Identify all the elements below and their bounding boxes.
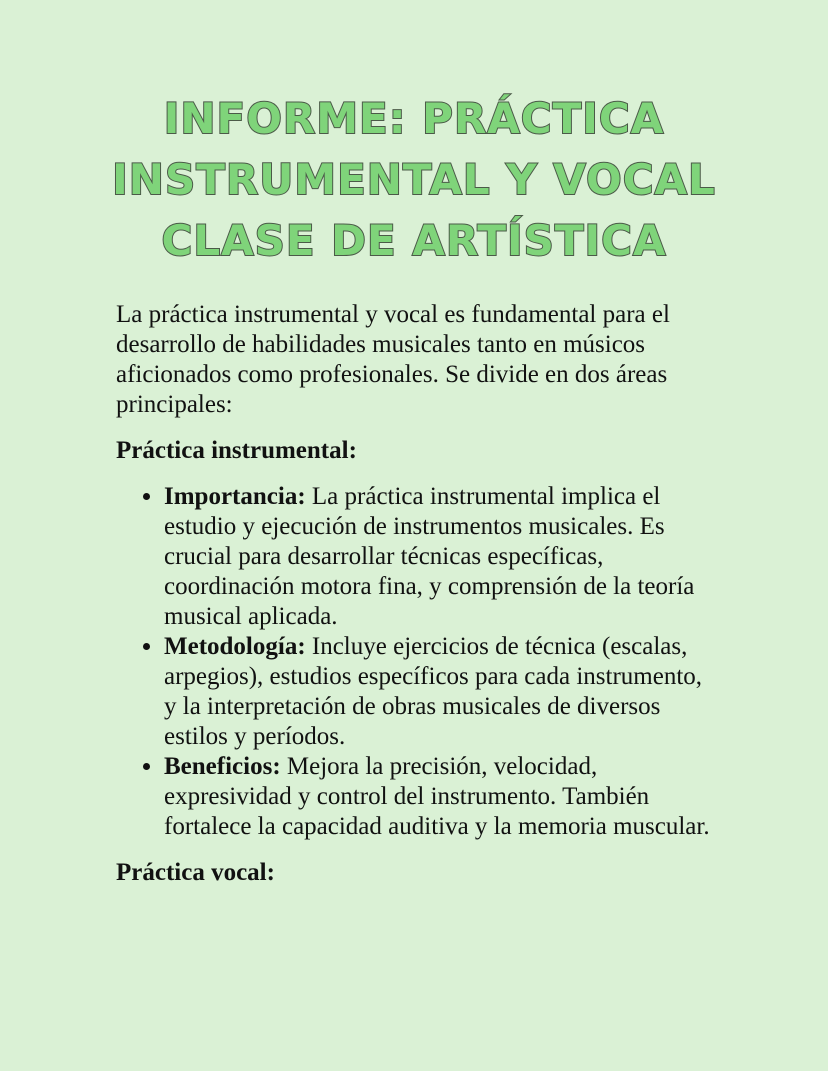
list-item: [164, 752, 716, 842]
title-line: INSTRUMENTAL Y VOCAL: [112, 155, 716, 204]
title-line: INFORME: PRÁCTICA: [163, 94, 665, 143]
item-text: Mejora la precisión, velocidad, expresividad y control del instrumento. También fortalece la capacidad auditiva y la memoria muscular.: [164, 753, 710, 840]
document-title: [0, 88, 828, 271]
item-text: La práctica instrumental implica el estudio y ejecución de instrumentos musicales. Es crucial para desarrollar técnicas específicas, coordinación motora fina, y comprensión de la teoría musical aplicada.: [164, 483, 695, 630]
document-body: [116, 300, 716, 904]
section-heading-vocal: Práctica vocal:: [116, 859, 275, 886]
title-line: CLASE DE ARTÍSTICA: [161, 216, 667, 265]
list-item: [164, 632, 716, 752]
intro-paragraph: La práctica instrumental y vocal es fundamental para el desarrollo de habilidades musicales tanto en músicos aficionados como profesionales. Se divide en dos áreas principales:: [116, 301, 670, 418]
section-heading-instrumental: Práctica instrumental:: [116, 437, 357, 464]
list-item: [164, 482, 716, 632]
instrumental-list: [116, 482, 716, 842]
item-text: Incluye ejercicios de técnica (escalas, arpegios), estudios específicos para cada instrumento, y la interpretación de obras musicales de diversos estilos y períodos.: [164, 633, 703, 750]
item-label: Metodología:: [164, 633, 306, 660]
item-label: Beneficios:: [164, 753, 281, 780]
item-label: Importancia:: [164, 483, 306, 510]
